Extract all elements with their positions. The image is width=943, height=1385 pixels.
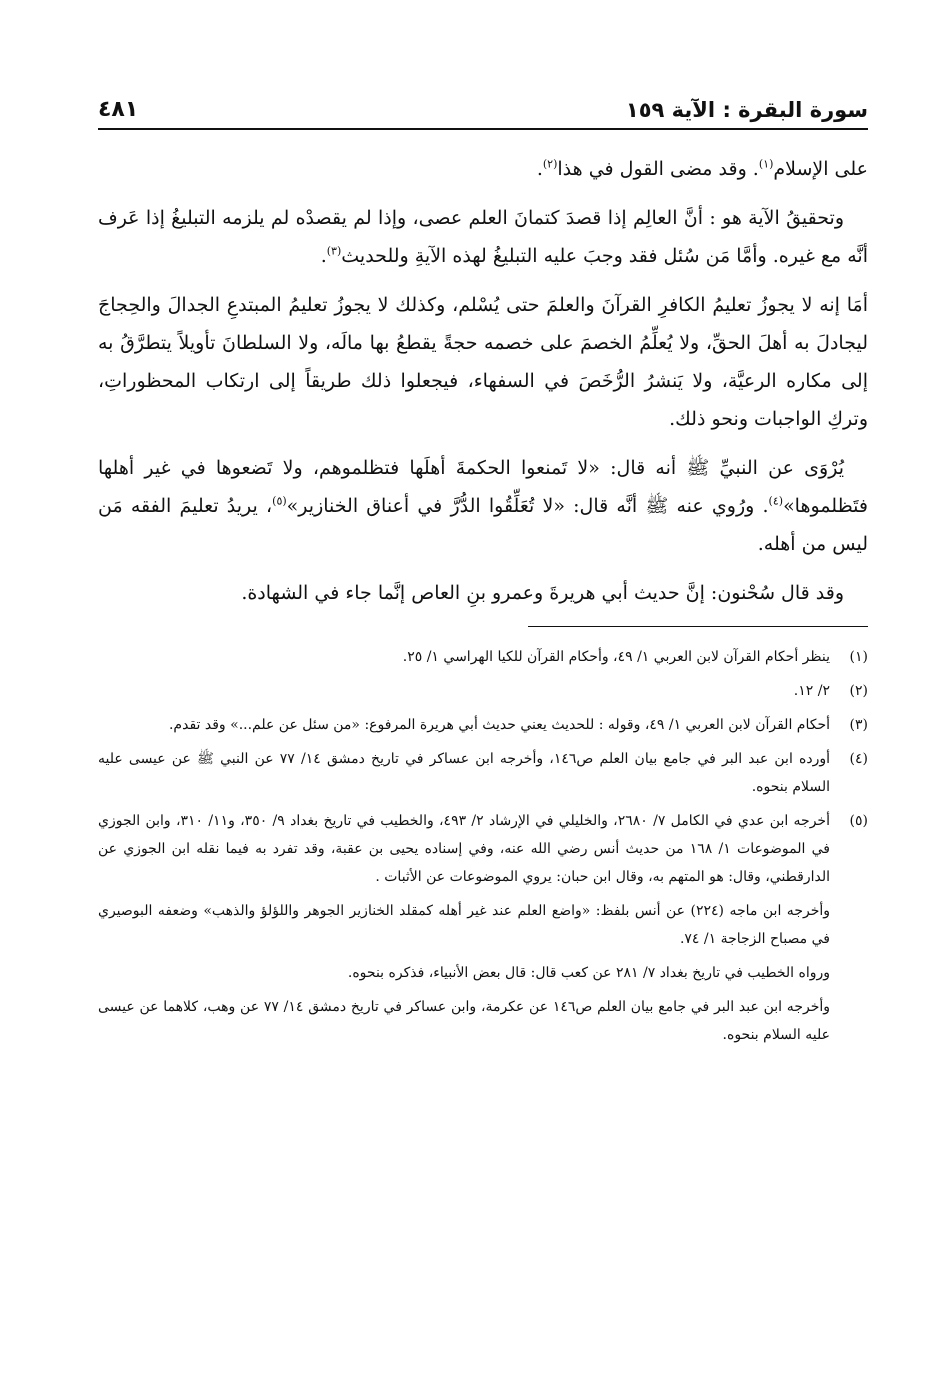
main-text: [98, 150, 868, 612]
book-page: [98, 84, 868, 1055]
footnote-ref: (٥): [272, 494, 287, 508]
paragraph-5: وقد قال سُحْنون: إنَّ حديث أبي هريرةَ وعمرو بنِ العاص إنَّما جاء في الشهادة.: [241, 582, 844, 604]
page-number: ٤٨١: [98, 97, 139, 122]
footnote-ref: (١): [758, 157, 774, 171]
running-header: [98, 84, 868, 122]
footnote-5-continuation: وأخرجه ابن ماجه (٢٢٤) عن أنس بلفظ: «واضع العلم عند غير أهله كمقلد الخنازير الجوهر واللؤلؤ والذهب» وضعفه البوصيري في مصباح الزجاجة ١/ ٧٤.: [98, 903, 830, 947]
footnote-separator: [528, 626, 868, 627]
footnote-ref: (٤): [768, 494, 784, 508]
footnote-4: (٤) أورده ابن عبد البر في جامع بيان العلم ص١٤٦، وأخرجه ابن عساكر في تاريخ دمشق ١٤/ ٧٧ عن النبي ﷺ عن عيسى عليه السلام بنحوه.: [98, 751, 868, 795]
footnote-2: (٢) ٢/ ١٢.: [793, 683, 868, 699]
footnote-5: (٥) أخرجه ابن عدي في الكامل ٧/ ٢٦٨٠، والخليلي في الإرشاد ٢/ ٤٩٣، والخطيب في تاريخ بغداد ٩/ ٣٥٠، و١١/ ٣١٠، وابن الجوزي في الموضوعات ١/ ١٦٨ من حديث أنس رضي الله عنه، وفي إسناده يحيى بن عقبة، وقد تفرد به فيما نقله ابن الجوزي عن الدارقطني، وقال: هو المتهم به، وقال ابن حبان: يروي الموضوعات عن الأثبات .: [98, 813, 868, 885]
surah-title: سورة البقرة : الآية ١٥٩: [625, 98, 868, 122]
footnote-1: (١) ينظر أحكام القرآن لابن العربي ١/ ٤٩، وأحكام القرآن للكيا الهراسي ١/ ٢٥.: [402, 649, 868, 665]
footnote-ref: (٢): [542, 157, 558, 171]
footnote-5-continuation: ورواه الخطيب في تاريخ بغداد ٧/ ٢٨١ عن كعب قال: قال بعض الأنبياء، فذكره بنحوه.: [347, 965, 830, 981]
footnote-3: (٣) أحكام القرآن لابن العربي ١/ ٤٩، وقوله : للحديث يعني حديث أبي هريرة المرفوع: «من سئل عن علم...» وقد تقدم.: [168, 717, 868, 733]
footnotes: [98, 643, 868, 1049]
header-rule: [98, 128, 868, 130]
paragraph-4: يُرْوَى عن النبيِّ ﷺ أنه قال: «لا تَمنعوا الحكمةَ أهلَها فتظلموهم، ولا تَضعوها في غير أهلها فتَظلموها»$^{(٤)}$. ورُوي عنه ﷺ أنَّه قال: «لا تُعَلِّقُوا الدُّرَّ في أعناق الخنازير»$^{(٥)}$، يريدُ تعليمَ الفقه مَن ليس من أهله.: [98, 457, 868, 555]
footnote-ref: (٣): [326, 244, 342, 258]
footnote-5-continuation: وأخرجه ابن عبد البر في جامع بيان العلم ص١٤٦ عن عكرمة، وابن عساكر في تاريخ دمشق ١٤/ ٧٧ عن وهب، كلاهما عن عيسى عليه السلام بنحوه.: [98, 999, 831, 1043]
paragraph-2: وتحقيقُ الآية هو : أنَّ العالِم إذا قصدَ كتمانَ العلم عصى، وإذا لم يقصدْه لم يلزمه التبليغُ إذا عَرف أنَّه مع غيره. وأمَّا مَن سُئل فقد وجبَ عليه التبليغُ لهذه الآيةِ وللحديث$^{(٣)}$.: [98, 207, 868, 267]
paragraph-1: على الإسلام$^{(١)}$. وقد مضى القول في هذا$^{(٢)}$.: [536, 157, 868, 180]
paragraph-3: أمَا إنه لا يجوزُ تعليمُ الكافرِ القرآنَ والعلمَ حتى يُسْلم، وكذلك لا يجوزُ تعليمُ المبتدعِ الجدالَ والحِجاجَ ليجادلَ به أهلَ الحقِّ، ولا يُعلِّمُ الخصمَ على خصمه حجةً يقطعُ بها مالَه، ولا السلطانَ تأويلاً يتطرَّقُ به إلى مكاره الرعيَّة، ولا يَنشرُ الرُّخَصَ في السفهاء، فيجعلوا ذلك طريقاً إلى ارتكاب المحظوراتِ، وتركِ الواجبات ونحو ذلك.: [98, 294, 868, 430]
